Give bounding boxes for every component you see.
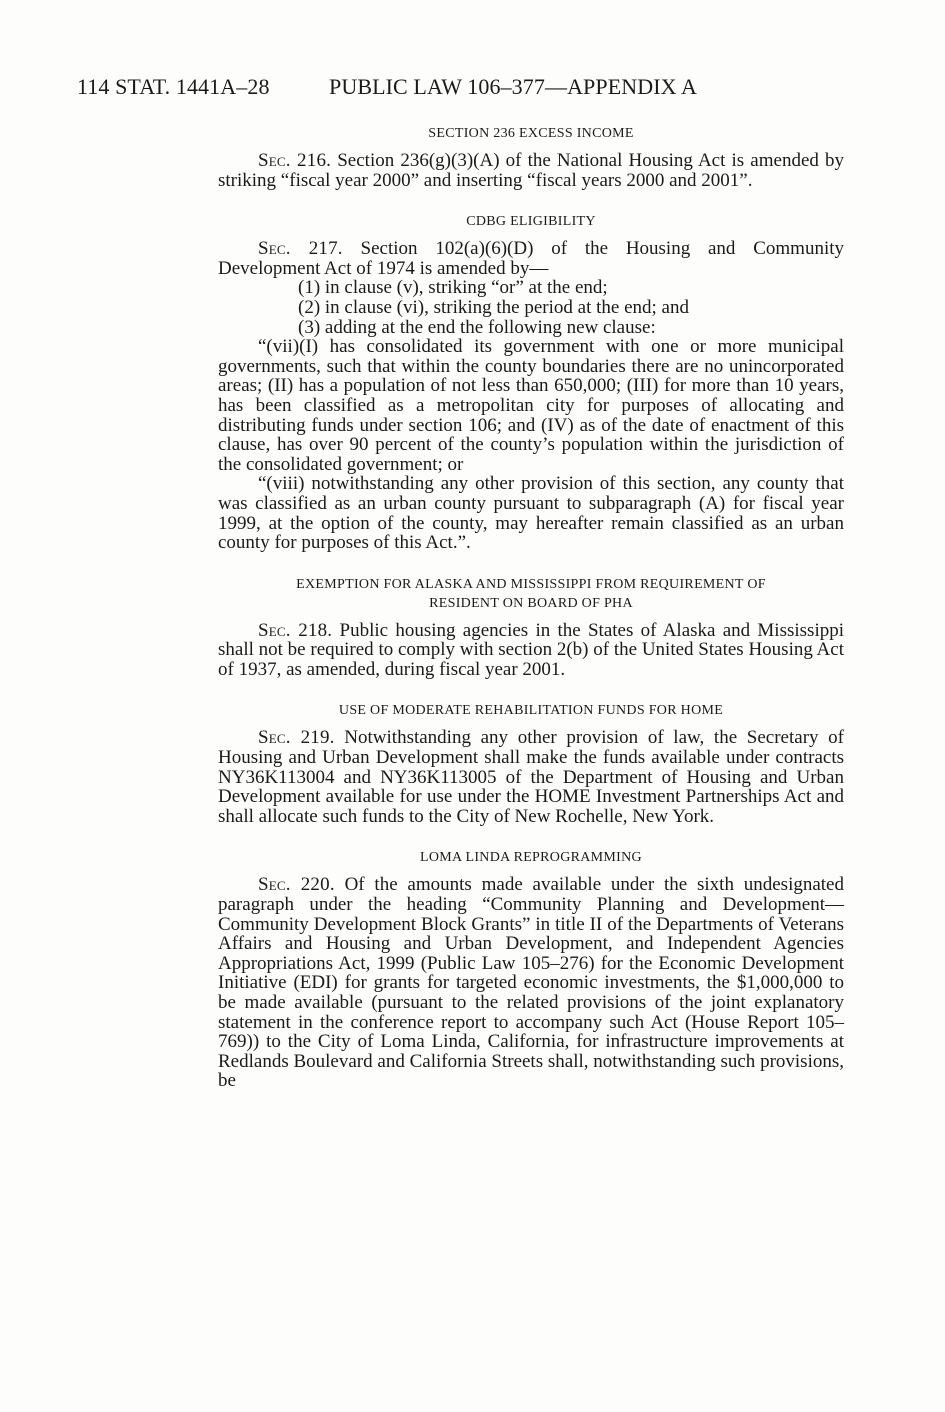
clause-viii: “(viii) notwithstanding any other provision of this section, any county that was classified as an urban county pursuant to subparagraph (A) for fiscal year 1999, at the option of the county, may hereafter remain classified as an urban county for purposes of this Act.”. (218, 473, 844, 554)
document-body (218, 124, 844, 1091)
section-number-217: Sec. 217. (258, 238, 343, 260)
section-number-219: Sec. 219. (258, 727, 335, 749)
page-header (77, 74, 777, 100)
list-item: (3) adding at the end the following new clause: (298, 316, 656, 338)
section-217-text: Section 102(a)(6)(D) of the Housing and Community Development Act of 1974 is amended by— (218, 238, 844, 279)
section-216-text: Section 236(g)(3)(A) of the National Housing Act is amended by striking “fiscal year 2000” and inserting “fiscal years 2000 and 2001”. (218, 150, 845, 191)
section-heading-219: USE OF MODERATE REHABILITATION FUNDS FOR HOME (338, 703, 724, 719)
section-heading-220: LOMA LINDA REPROGRAMMING (420, 850, 642, 866)
list-item: (2) in clause (vi), striking the period at the end; and (298, 296, 689, 318)
statute-citation: 114 STAT. 1441A–28 (77, 74, 270, 99)
section-heading-217: CDBG ELIGIBILITY (466, 214, 596, 230)
section-number-220: Sec. 220. (258, 874, 335, 896)
section-number-218: Sec. 218. (258, 619, 333, 641)
section-216-paragraph (218, 151, 844, 190)
section-218-paragraph (218, 621, 844, 680)
section-heading-216: SECTION 236 EXCESS INCOME (428, 126, 634, 141)
public-law-title: PUBLIC LAW 106–377—APPENDIX A (329, 74, 698, 99)
section-218-text: Public housing agencies in the States of Alaska and Mississippi shall not be required to comply with section 2(b) of the United States Housing Act of 1937, as amended, during fiscal year 2001. (218, 619, 845, 680)
section-217-paragraph (218, 239, 844, 278)
clause-vii: “(vii)(I) has consolidated its government with one or more municipal governments, such that within the county boundaries there are no unincorporated areas; (II) has a population of not less than 650,000; (III) for more than 10 years, has been classified as a metropolitan city for purposes of allocating and distributing funds under section 106; and (IV) as of the date of enactment of this clause, has over 90 percent of the county’s population within the jurisdiction of the consolidated government; or (218, 336, 844, 475)
list-item: (1) in clause (v), striking “or” at the end; (298, 277, 608, 299)
section-219-paragraph (218, 728, 844, 826)
section-220-text: Of the amounts made available under the sixth undesignated paragraph under the heading “Community Planning and Development—Community Development Block Grants” in title II of the Departments of Veterans Affairs and Housing and Urban Development, and Independent Agencies Appropriations Act, 1999 (Public Law 105–276) for the Economic Development Initiative (EDI) for grants for targeted economic investments, the $1,000,000 to be made available (pursuant to the related provisions of the joint explanatory statement in the conference report to accompany such Act (House Report 105–769)) to the City of Loma Linda, California, for infrastructure improvements at Redlands Boulevard and California Streets shall, notwithstanding such provisions, be (218, 874, 844, 1092)
section-219-text: Notwithstanding any other provision of law, the Secretary of Housing and Urban Development shall make the funds available under contracts NY36K113004 and NY36K113005 of the Department of Housing and Urban Development available for use under the HOME Investment Partnerships Act and shall allocate such funds to the City of New Rochelle, New York. (218, 727, 844, 827)
section-220-paragraph (218, 875, 844, 1091)
section-number-216: Sec. 216. (258, 150, 332, 171)
section-heading-218-line2: RESIDENT ON BOARD OF PHA (429, 595, 633, 611)
section-heading-218-line1: EXEMPTION FOR ALASKA AND MISSISSIPPI FROM REQUIREMENT OF (296, 576, 766, 592)
